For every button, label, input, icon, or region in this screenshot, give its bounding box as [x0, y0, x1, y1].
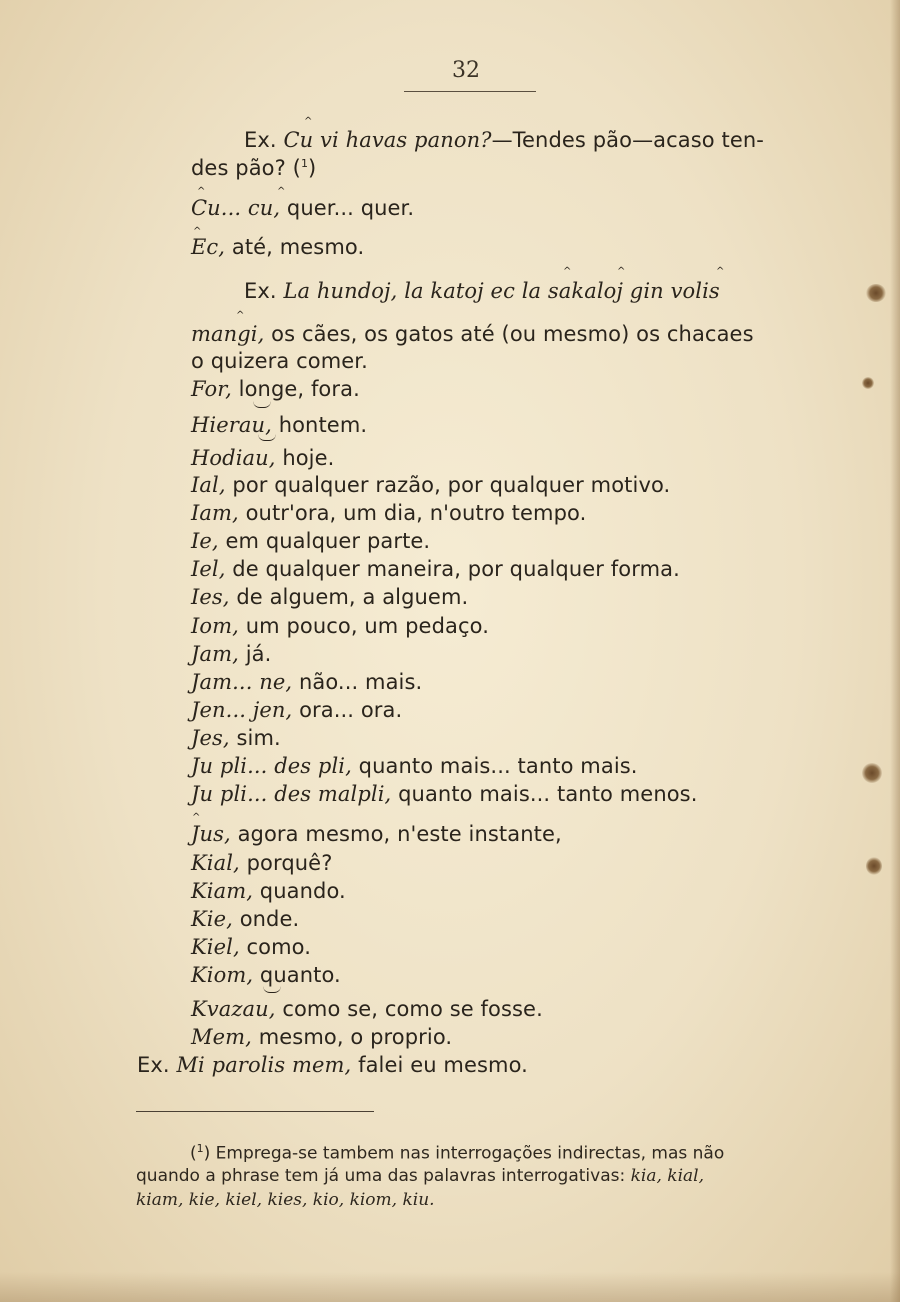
- esperanto-term: Iom,: [191, 614, 239, 638]
- example-line: [244, 279, 720, 303]
- translation: quer... quer.: [280, 196, 415, 220]
- vocabulary-entry: [191, 782, 698, 806]
- esperanto-term: Kiom,: [191, 963, 254, 987]
- circumflex-mark: ^: [277, 186, 286, 197]
- translation: onde.: [232, 907, 300, 931]
- continuation-line: [191, 349, 368, 373]
- translation: os cães, os gatos até (ou mesmo) os chacaes: [264, 322, 754, 346]
- translation: por qualquer razão, por qualquer motivo.: [225, 473, 671, 497]
- esperanto-term: Kie,: [191, 907, 233, 931]
- vocabulary-entry: [191, 851, 332, 875]
- footnote-marker: 1: [196, 1142, 204, 1155]
- example-label: Ex.: [244, 128, 284, 152]
- circumflex-mark: ^: [617, 266, 626, 277]
- translation: como.: [239, 935, 312, 959]
- example-label: Ex.: [137, 1053, 177, 1077]
- footnote-rule: [136, 1111, 374, 1112]
- esperanto-term: Cu vi havas panon?: [283, 128, 492, 152]
- esperanto-term: Mem,: [191, 1025, 252, 1049]
- vocabulary-entry: [191, 377, 360, 401]
- circumflex-mark: ^: [197, 186, 206, 197]
- translation: porquê?: [239, 851, 333, 875]
- esperanto-term: Jam,: [191, 642, 239, 666]
- esperanto-term: Jam... ne,: [191, 670, 293, 694]
- page-edge-shadow: [890, 0, 900, 1302]
- translation: hoje.: [275, 446, 335, 470]
- esperanto-term: mangi,: [191, 322, 265, 346]
- footnote-line: [136, 1190, 435, 1210]
- esperanto-term: La hundoj, la katoj ec la sakaloj gin volis: [283, 279, 720, 303]
- circumflex-mark: ^: [236, 310, 245, 321]
- footnote-line: [136, 1166, 704, 1186]
- esperanto-term: Kiel,: [191, 935, 240, 959]
- vocabulary-entry: [191, 501, 586, 525]
- vocabulary-entry: [191, 473, 670, 497]
- translation: outr'ora, um dia, n'outro tempo.: [238, 501, 587, 525]
- esperanto-term: Kvazau,: [191, 997, 276, 1021]
- translation: quanto mais... tanto mais.: [351, 754, 638, 778]
- paper-stain: [862, 377, 874, 389]
- esperanto-term: Jes,: [191, 726, 230, 750]
- page-number: 32: [452, 58, 480, 83]
- circumflex-mark: ^: [304, 116, 313, 127]
- footnote-text: quando a phrase tem já uma das palavras interrogativas:: [136, 1166, 631, 1186]
- translation: sim.: [229, 726, 281, 750]
- esperanto-term: Ju pli... des malpli,: [191, 782, 392, 806]
- esperanto-term: Hodiau,: [191, 446, 276, 470]
- vocabulary-entry: [191, 413, 367, 437]
- translation: já.: [238, 642, 272, 666]
- translation: mesmo, o proprio.: [251, 1025, 453, 1049]
- vocabulary-entry: [191, 879, 346, 903]
- translation: falei eu mesmo.: [351, 1053, 528, 1077]
- vocabulary-entry: [191, 963, 341, 987]
- esperanto-term: Ies,: [191, 585, 230, 609]
- vocabulary-entry: [191, 754, 638, 778]
- esperanto-term: Kial,: [191, 851, 240, 875]
- breve-mark: [253, 401, 271, 408]
- translation: até, mesmo.: [225, 235, 365, 259]
- example-line: [137, 1053, 528, 1077]
- vocabulary-entry: [191, 642, 271, 666]
- vocabulary-entry: [191, 529, 430, 553]
- translation: des pão? (: [191, 156, 301, 180]
- circumflex-mark: ^: [193, 226, 202, 237]
- vocabulary-entry: [191, 235, 364, 259]
- translation: de qualquer maneira, por qualquer forma.: [225, 557, 680, 581]
- example-line: [244, 128, 764, 152]
- page-bottom-shadow: [0, 1272, 900, 1302]
- translation: ora... ora.: [292, 698, 403, 722]
- translation: em qualquer parte.: [218, 529, 431, 553]
- esperanto-term: Iam,: [191, 501, 239, 525]
- vocabulary-entry: [191, 907, 299, 931]
- translation: não... mais.: [292, 670, 423, 694]
- circumflex-mark: ^: [192, 812, 201, 823]
- esperanto-term: Jen... jen,: [191, 698, 293, 722]
- esperanto-term: Mi parolis mem,: [176, 1053, 352, 1077]
- vocabulary-entry: [191, 446, 334, 470]
- esperanto-term: Ju pli... des pli,: [191, 754, 352, 778]
- vocabulary-entry: [191, 614, 489, 638]
- vocabulary-entry: [191, 997, 543, 1021]
- vocabulary-entry: [191, 822, 562, 846]
- breve-mark: [258, 434, 276, 441]
- translation: —Tendes pão—acaso ten-: [491, 128, 764, 152]
- esperanto-term: Ial,: [191, 473, 226, 497]
- vocabulary-entry: [191, 726, 281, 750]
- circumflex-mark: ^: [716, 266, 725, 277]
- breve-mark: [263, 986, 281, 993]
- translation: de alguem, a alguem.: [229, 585, 469, 609]
- vocabulary-entry: [191, 1025, 452, 1049]
- translation: o quizera comer.: [191, 349, 368, 373]
- translation: agora mesmo, n'este instante,: [230, 822, 562, 846]
- footnote-italic: kia, kial,: [630, 1166, 704, 1186]
- vocabulary-entry: [191, 698, 402, 722]
- esperanto-term: For,: [191, 377, 232, 401]
- continuation-line: [191, 156, 316, 180]
- vocabulary-entry: [191, 196, 414, 220]
- footnote-line: ($^1$) Emprega-se tambem nas interrogações indirectas, mas não: [190, 1142, 725, 1164]
- esperanto-term: Iel,: [191, 557, 226, 581]
- header-rule: [404, 91, 536, 92]
- translation: um pouco, um pedaço.: [238, 614, 489, 638]
- translation: como se, como se fosse.: [275, 997, 543, 1021]
- paper-stain: [866, 284, 886, 302]
- paper-stain: [862, 763, 882, 783]
- translation: quando.: [253, 879, 346, 903]
- vocabulary-entry: [191, 585, 468, 609]
- translation: quanto mais... tanto menos.: [391, 782, 698, 806]
- vocabulary-entry: [191, 670, 422, 694]
- translation: hontem.: [271, 413, 368, 437]
- continuation-line: [191, 322, 754, 346]
- footnote-reference: 1: [300, 157, 309, 170]
- esperanto-term: Hierau,: [191, 413, 272, 437]
- circumflex-mark: ^: [563, 266, 572, 277]
- translation: quanto.: [253, 963, 341, 987]
- translation: longe, fora.: [231, 377, 360, 401]
- vocabulary-entry: [191, 935, 311, 959]
- paper-stain: [866, 857, 882, 875]
- esperanto-term: Ec,: [191, 235, 226, 259]
- footnote-italic: kiam, kie, kiel, kies, kio, kiom, kiu.: [136, 1190, 435, 1210]
- vocabulary-entry: [191, 557, 680, 581]
- esperanto-term: Ie,: [191, 529, 219, 553]
- example-label: Ex.: [244, 279, 284, 303]
- esperanto-term: Kiam,: [191, 879, 254, 903]
- footnote-text: ) Emprega-se tambem nas interrogações indirectas, mas não: [203, 1143, 725, 1164]
- esperanto-term: Jus,: [191, 822, 231, 846]
- esperanto-term: Cu... cu,: [191, 196, 281, 220]
- paren-close: ): [308, 156, 317, 180]
